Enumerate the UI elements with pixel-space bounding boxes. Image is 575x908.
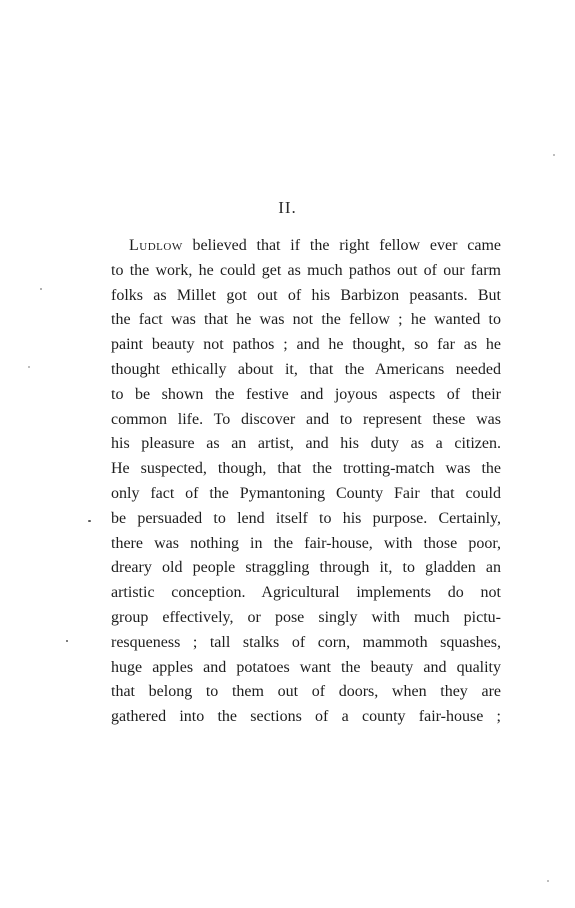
body-paragraph — [111, 234, 501, 730]
text-line-1-rest: believed that if the right fellow ever came — [182, 237, 501, 254]
paper-speck — [40, 288, 42, 290]
paper-speck — [66, 640, 68, 642]
text-line-11: only fact of the Pymantoning County Fair that could — [111, 484, 501, 502]
text-line-16: group effectively, or pose singly with much pictu- — [111, 608, 501, 626]
text-line-6: thought ethically about it, that the Americans needed — [111, 360, 501, 378]
text-line-20: gathered into the sections of a county fair-house ; — [111, 708, 501, 726]
text-line-8: common life. To discover and to represent these was — [111, 410, 501, 428]
text-line-3: folks as Millet got out of his Barbizon peasants. But — [111, 286, 501, 304]
text-line-18: huge apples and potatoes want the beauty and quality — [111, 658, 501, 676]
text-line-4: the fact was that he was not the fellow ; he wanted to — [111, 311, 501, 329]
text-line-17: resqueness ; tall stalks of corn, mammoth squashes, — [111, 633, 501, 651]
text-line-15: artistic conception. Agricultural implements do not — [111, 584, 501, 602]
text-line-7: to be shown the festive and joyous aspects of their — [111, 385, 501, 403]
text-line-12: be persuaded to lend itself to his purpose. Certainly, — [111, 509, 501, 527]
paper-speck — [547, 880, 549, 882]
text-line-10: He suspected, though, that the trotting-match was the — [111, 460, 501, 478]
text-line-19: that belong to them out of doors, when they are — [111, 683, 501, 701]
drop-word: Ludlow — [129, 237, 183, 254]
text-line-13: there was nothing in the fair-house, with those poor, — [111, 534, 501, 552]
text-line-5: paint beauty not pathos ; and he thought, so far as he — [111, 336, 501, 354]
paper-speck — [88, 520, 91, 522]
paper-speck — [28, 366, 30, 368]
text-line-2: to the work, he could get as much pathos out of our farm — [111, 261, 501, 279]
paper-speck — [553, 154, 555, 156]
chapter-heading: II. — [278, 198, 297, 217]
text-line-1 — [111, 234, 501, 259]
text-line-14: dreary old people straggling through it, to gladden an — [111, 559, 501, 577]
text-line-9: his pleasure as an artist, and his duty as a citizen. — [111, 435, 501, 453]
